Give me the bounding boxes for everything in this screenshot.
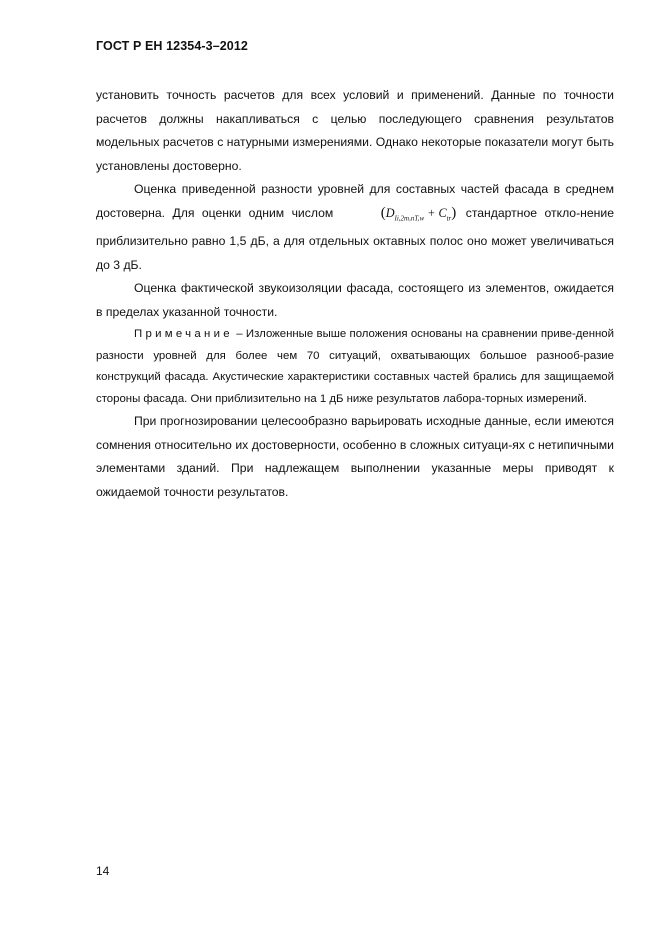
document-header: ГОСТ Р ЕН 12354-3–2012	[96, 39, 248, 53]
document-body	[96, 84, 614, 504]
paragraph-3: Оценка фактической звукоизоляции фасада, состоящего из элементов, ожидается в пределах указанной точности.	[96, 281, 614, 319]
single-number-formula: $(D_{Ii,2m,nT,w} + C_{tr})$	[380, 204, 457, 222]
paragraph-2-end: стандартное откло-нение приблизительно равно 1,5 дБ, а для отдельных октавных полос оно может увеличиваться до 3 дБ.	[96, 205, 614, 272]
formula-d: D	[385, 205, 395, 220]
paragraph-2	[96, 178, 614, 277]
paragraph-4: При прогнозировании целесообразно варьировать исходные данные, если имеются сомнения относительно их достоверности, особенно в сложных ситуаци-ях с нетипичными элементами зданий. При надлежащем выполнении указанные меры приводят к ожидаемой точности результатов.	[96, 414, 614, 499]
note-text: – Изложенные выше положения основаны на сравнении приве-денной разности уровней для более чем 70 ситуаций, охватывающих большое разнооб-разие конструкций фасада. Акустические характеристики составных частей брались для защищаемой стороны фасада. Они приблизительно на 1 дБ ниже результатов лабора-торных измерений.	[96, 328, 615, 405]
formula-c-subscript: tr	[446, 213, 452, 222]
paragraph-2-start: Оценка приведенной разности уровней для составных частей фасада в среднем достоверна. Для оценки одним числом	[96, 182, 614, 220]
formula-d-subscript: Ii,2m,nT,w	[394, 213, 425, 222]
note-paragraph	[96, 324, 614, 410]
note-label: Примечание	[134, 328, 233, 341]
formula-c: C	[438, 205, 447, 220]
page-number: 14	[96, 864, 110, 878]
formula-plus: +	[427, 205, 436, 220]
paragraph-1: установить точность расчетов для всех условий и применений. Данные по точности расчетов должны накапливаться с целью последующего сравнения результатов модельных расчетов с натурными измерениями. Однако некоторые показатели могут быть установлены достоверно.	[96, 88, 614, 173]
